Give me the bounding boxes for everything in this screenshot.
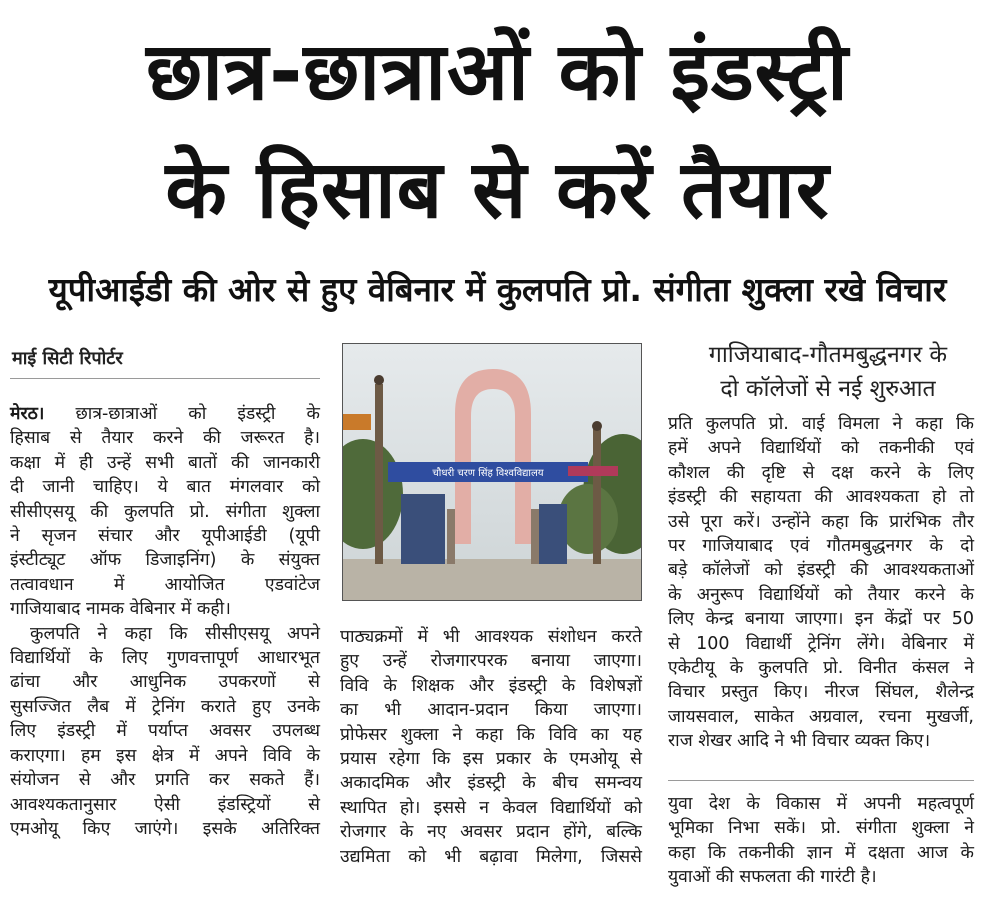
article-line-text: हुए उन्हें रोजगारपरक बनाया जाएगा।: [340, 651, 642, 672]
article-line-text: उसे पूरा करें। उन्होंने कहा कि प्रारंभिक तौर: [668, 511, 974, 532]
article-line-text: के अनुरूप विद्यार्थियों को तैयार करने के: [668, 584, 974, 605]
article-line: [668, 705, 974, 729]
article-line: [340, 625, 642, 649]
article-line: [10, 646, 320, 670]
article-line-text: छात्र-छात्राओं को इंडस्ट्री के: [75, 404, 320, 424]
article-line: [668, 792, 974, 816]
article-line-text: युवा देश के विकास में अपनी महत्वपूर्ण: [668, 794, 974, 814]
article-line-text: लिए केन्द्र बनाया जाएगा। इन केंद्रों पर 50: [668, 609, 974, 630]
article-line: [668, 656, 974, 680]
article-line: [668, 436, 974, 460]
article-line-text: संयोजन से और प्रगति कर सकते हैं।: [10, 770, 320, 791]
sidebar-article: [668, 412, 974, 754]
article-line-text: बड़े कॉलेजों को इंडस्ट्री की आवश्यकताओं: [668, 560, 974, 581]
article-line: [10, 402, 320, 426]
sidebar-bottom-rule: [668, 780, 974, 781]
article-line: [668, 729, 974, 753]
subheadline: यूपीआईडी की ओर से हुए वेबिनार में कुलपति प्रो. संगीता शुक्ला रखे विचार: [48, 270, 947, 309]
article-line-text: तत्वावधान में आयोजित एडवांटेज: [10, 574, 320, 595]
article-line: [668, 841, 974, 865]
byline: माई सिटी रिपोर्टर: [12, 348, 123, 369]
article-line-text: प्रोफेसर शुक्ला ने कहा कि विवि का यह: [340, 724, 642, 745]
article-line-text: दी जानी चाहिए। ये बात मंगलवार को: [10, 477, 320, 498]
column-1-article: [10, 402, 320, 841]
article-line: [668, 680, 974, 704]
column-3-continued-article: [668, 792, 974, 890]
article-line: [10, 573, 320, 597]
article-line: [10, 524, 320, 548]
article-line-text: कक्षा में ही उन्हें सभी बातों की जानकारी: [10, 452, 320, 473]
article-line-text: स्थापित हो। इससे न केवल विद्यार्थियों को: [340, 797, 642, 818]
article-line-text: प्रति कुलपति प्रो. वाई विमला ने कहा कि: [668, 414, 974, 434]
article-line-text: भूमिका निभा सकें। प्रो. संगीता शुक्ला ने: [668, 818, 974, 839]
article-line-text: विवि के शिक्षक और इंडस्ट्री के विशेषज्ञों: [340, 675, 642, 696]
headline-line-1: छात्र-छात्राओं को इंडस्ट्री: [146, 25, 849, 118]
article-line-text: कुलपति ने कहा कि सीसीएसयू अपने: [30, 623, 320, 644]
article-line-text: का भी आदान-प्रदान किया जाएगा।: [340, 700, 642, 721]
article-line-text: विचार प्रस्तुत किए। नीरज सिंघल, शैलेन्द्र: [668, 682, 974, 703]
article-line-text: रोजगार के नए अवसर प्रदान होंगे, बल्कि: [340, 822, 642, 843]
byline-rule: [10, 378, 320, 379]
article-line-text: राज शेखर आदि ने भी विचार व्यक्त किए।: [668, 731, 931, 752]
article-line: [10, 500, 320, 524]
headline-line-2: के हिसाब से करें तैयार: [165, 143, 830, 236]
article-line-text: एकेटीयू के कुलपति प्रो. विनीत कंसल ने: [668, 658, 974, 679]
article-line: [340, 698, 642, 722]
article-line: [668, 461, 974, 485]
article-line: [340, 845, 642, 869]
article-line-text: सीसीएसयू की कुलपति प्रो. संगीता शुक्ला: [10, 501, 320, 522]
article-line-text: जायसवाल, साकेत अग्रवाल, रचना मुखर्जी,: [668, 706, 974, 727]
article-line-text: इंस्टीट्यूट ऑफ डिजाइनिंग) के संयुक्त: [10, 550, 320, 571]
article-line: [10, 744, 320, 768]
article-line: [340, 723, 642, 747]
article-line-text: ढांचा और आधुनिक उपकरणों से: [10, 672, 320, 693]
article-line: [10, 793, 320, 817]
article-line: [668, 558, 974, 582]
article-line: [340, 747, 642, 771]
article-line-text: हिसाब से तैयार करने की जरूरत है।: [10, 428, 320, 449]
article-line: [340, 674, 642, 698]
article-line-text: पाठ्यक्रमों में भी आवश्यक संशोधन करते: [340, 627, 642, 647]
article-line-text: प्रयास रहेगा कि इस प्रकार के एमओयू से: [340, 749, 642, 770]
photo-banner-text: चौधरी चरण सिंह विश्वविद्यालय: [432, 468, 544, 479]
article-line-text: ने सृजन संचार और यूपीआईडी (यूपी: [10, 526, 320, 547]
article-line-text: कहा कि तकनीकी ज्ञान में दक्षता आज के: [668, 842, 974, 863]
article-line-text: विद्यार्थियों के लिए गुणवत्तापूर्ण आधारभूत: [10, 648, 320, 669]
article-line: [340, 820, 642, 844]
article-line: [668, 816, 974, 840]
article-line: [10, 475, 320, 499]
article-line-text: आवश्यकतानुसार ऐसी इंडस्ट्रियों से: [10, 794, 320, 815]
article-line-text: एमओयू किए जाएंगे। इसके अतिरिक्त: [10, 818, 320, 839]
article-line: [340, 771, 642, 795]
article-line: [668, 583, 974, 607]
article-line: [10, 426, 320, 450]
article-line: [10, 719, 320, 743]
article-line: [10, 695, 320, 719]
article-line: [10, 670, 320, 694]
article-line: [340, 649, 642, 673]
article-line: [10, 768, 320, 792]
article-line-text: इंडस्ट्री की सहायता की आवश्यकता हो तो: [668, 487, 974, 508]
article-line-text: गाजियाबाद नामक वेबिनार में कही।: [10, 599, 231, 620]
article-line-text: अकादमिक और इंडस्ट्री के बीच समन्वय: [340, 773, 642, 794]
article-line-text: युवाओं की सफलता की गारंटी है।: [668, 867, 877, 888]
article-line: [10, 817, 320, 841]
article-line-text: सुसज्जित लैब में ट्रेनिंग कराते हुए उनके: [10, 696, 320, 717]
article-line: [668, 865, 974, 889]
dateline: मेरठ।: [10, 404, 45, 424]
article-line: [668, 632, 974, 656]
article-line-text: कौशल की दृष्टि से दक्ष करने के लिए: [668, 462, 974, 483]
article-line: [10, 597, 320, 621]
article-line-text: से 100 विद्यार्थी ट्रेनिंग लेंगे। वेबिनार में: [668, 633, 974, 654]
article-line: [10, 451, 320, 475]
article-line: [668, 534, 974, 558]
article-line-text: कराएगा। हम इस क्षेत्र में अपने विवि के: [10, 745, 320, 766]
article-line-text: हमें अपने विद्यार्थियों को तकनीकी एवं: [668, 438, 974, 459]
article-line: [10, 548, 320, 572]
sidebar-heading-line-2: दो कॉलेजों से नई शुरुआत: [720, 376, 936, 402]
university-gate-photo: [342, 343, 642, 601]
article-line: [10, 622, 320, 646]
column-2-article: [340, 625, 642, 869]
article-line: [668, 510, 974, 534]
article-line-text: पर गाजियाबाद एवं गौतमबुद्धनगर के दो: [668, 536, 974, 557]
article-line-text: उद्यमिता को भी बढ़ावा मिलेगा, जिससे: [340, 846, 642, 867]
article-line: [340, 796, 642, 820]
article-line-text: लिए इंडस्ट्री में पर्याप्त अवसर उपलब्ध: [10, 721, 320, 742]
article-line: [668, 485, 974, 509]
sidebar-heading-line-1: गाजियाबाद-गौतमबुद्धनगर के: [708, 342, 948, 368]
article-line: [668, 607, 974, 631]
article-line: [668, 412, 974, 436]
